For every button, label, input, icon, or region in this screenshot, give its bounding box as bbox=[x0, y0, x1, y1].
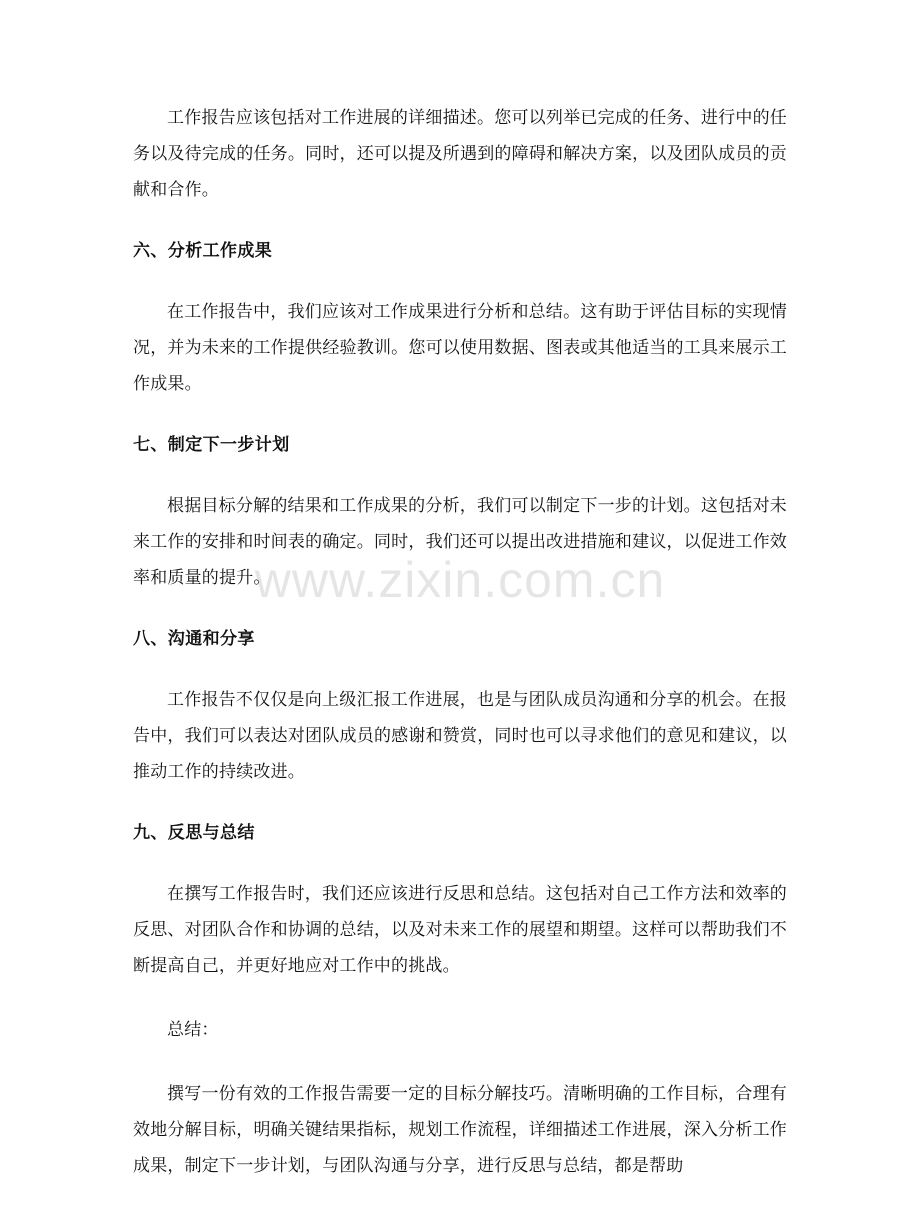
paragraph-summary: 撰写一份有效的工作报告需要一定的目标分解技巧。清晰明确的工作目标，合理有效地分解目标，明确关键结果指标，规划工作流程，详细描述工作进展，深入分析工作成果，制定下一步计划，与团队沟通与分享，进行反思与总结，都是帮助 bbox=[133, 1084, 787, 1176]
document-body bbox=[133, 100, 787, 1212]
paragraph-work-progress: 工作报告应该包括对工作进展的详细描述。您可以列举已完成的任务、进行中的任务以及待完成的任务。同时，还可以提及所遇到的障碍和解决方案，以及团队成员的贡献和合作。 bbox=[133, 108, 787, 200]
watermark-text: www.zixin.com.cn bbox=[254, 552, 666, 608]
paragraph-reflect-summarize: 在撰写工作报告时，我们还应该进行反思和总结。这包括对自己工作方法和效率的反思、对团队合作和协调的总结，以及对未来工作的展望和期望。这样可以帮助我们不断提高自己，并更好地应对工作中的挑战。 bbox=[133, 884, 787, 976]
paragraph-communicate-share: 工作报告不仅仅是向上级汇报工作进展，也是与团队成员沟通和分享的机会。在报告中，我们可以表达对团队成员的感谢和赞赏，同时也可以寻求他们的意见和建议，以推动工作的持续改进。 bbox=[133, 690, 787, 782]
heading-communicate-share: 八、沟通和分享 bbox=[133, 629, 255, 649]
paragraph-summary-label: 总结： bbox=[167, 1020, 219, 1040]
heading-next-plan: 七、制定下一步计划 bbox=[133, 435, 290, 455]
heading-reflect-summarize: 九、反思与总结 bbox=[133, 823, 255, 843]
heading-analyze-results: 六、分析工作成果 bbox=[133, 241, 273, 261]
paragraph-next-plan: 根据目标分解的结果和工作成果的分析，我们可以制定下一步的计划。这包括对未来工作的安排和时间表的确定。同时，我们还可以提出改进措施和建议，以促进工作效率和质量的提升。 bbox=[133, 496, 787, 588]
paragraph-analyze-results: 在工作报告中，我们应该对工作成果进行分析和总结。这有助于评估目标的实现情况，并为未来的工作提供经验教训。您可以使用数据、图表或其他适当的工具来展示工作成果。 bbox=[133, 302, 787, 394]
